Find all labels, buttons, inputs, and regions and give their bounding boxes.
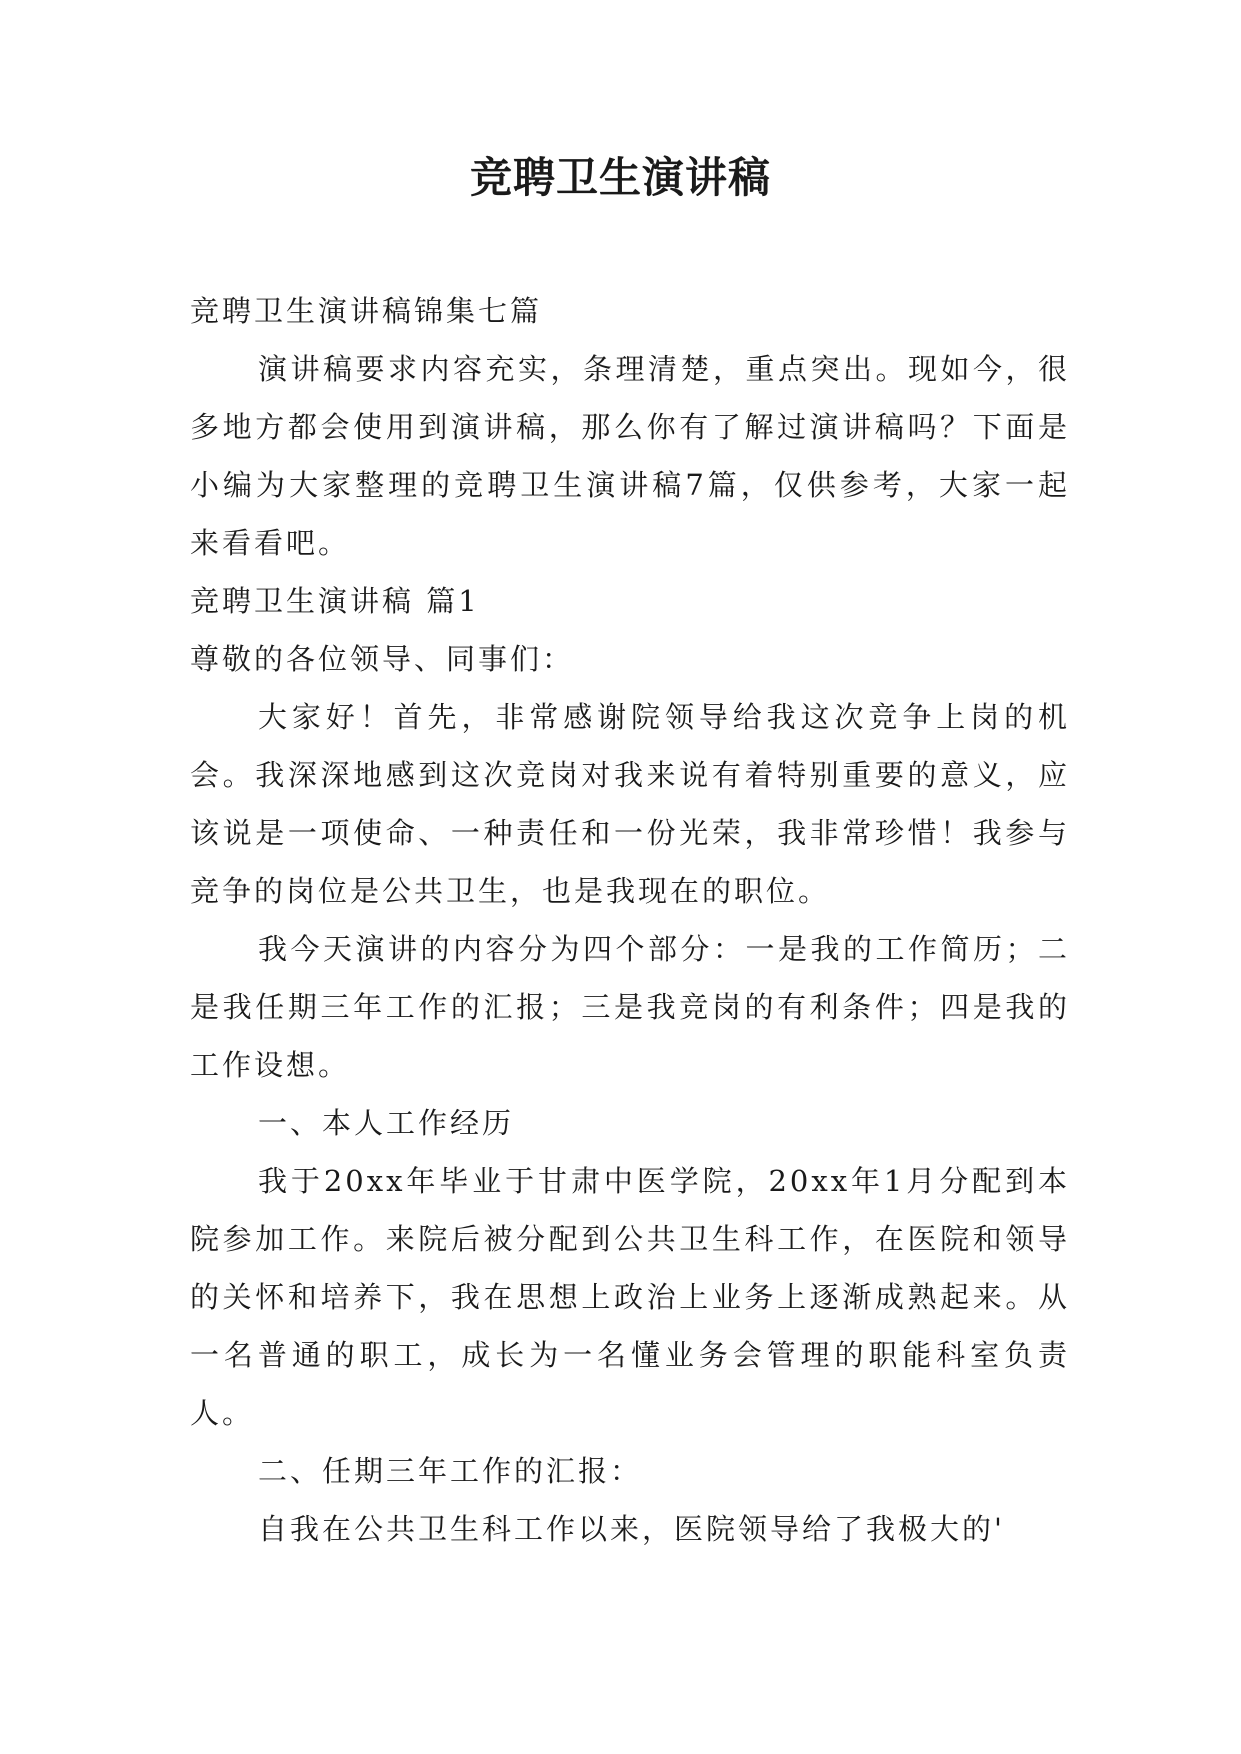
intro-paragraph: 演讲稿要求内容充实，条理清楚，重点突出。现如今，很多地方都会使用到演讲稿，那么你有了解过演讲稿吗？下面是小编为大家整理的竞聘卫生演讲稿7篇，仅供参考，大家一起来看看吧。 xyxy=(190,352,1070,560)
salutation: 尊敬的各位领导、同事们： xyxy=(190,642,575,676)
body-paragraph: 我于20xx年毕业于甘肃中医学院，20xx年1月分配到本院参加工作。来院后被分配到公共卫生科工作，在医院和领导的关怀和培养下，我在思想上政治上业务上逐渐成熟起来。从一名普通的职工，成长为一名懂业务会管理的职能科室负责人。 xyxy=(190,1164,1070,1430)
body-paragraph: 我今天演讲的内容分为四个部分：一是我的工作简历；二是我任期三年工作的汇报；三是我竞岗的有利条件；四是我的工作设想。 xyxy=(190,932,1070,1082)
section-heading: 竞聘卫生演讲稿 篇1 xyxy=(190,584,480,618)
document-body xyxy=(190,282,1070,1558)
subheading-work-report: 二、任期三年工作的汇报： xyxy=(258,1454,643,1488)
body-paragraph: 自我在公共卫生科工作以来，医院领导给了我极大的' xyxy=(258,1512,1005,1546)
subheading-work-experience: 一、本人工作经历 xyxy=(258,1106,515,1140)
document-subtitle: 竞聘卫生演讲稿锦集七篇 xyxy=(190,294,543,328)
body-paragraph: 大家好！首先，非常感谢院领导给我这次竞争上岗的机会。我深深地感到这次竞岗对我来说有着特别重要的意义，应该说是一项使命、一种责任和一份光荣，我非常珍惜！我参与竞争的岗位是公共卫生，也是我现在的职位。 xyxy=(190,700,1070,908)
document-title: 竞聘卫生演讲稿 xyxy=(469,153,771,202)
